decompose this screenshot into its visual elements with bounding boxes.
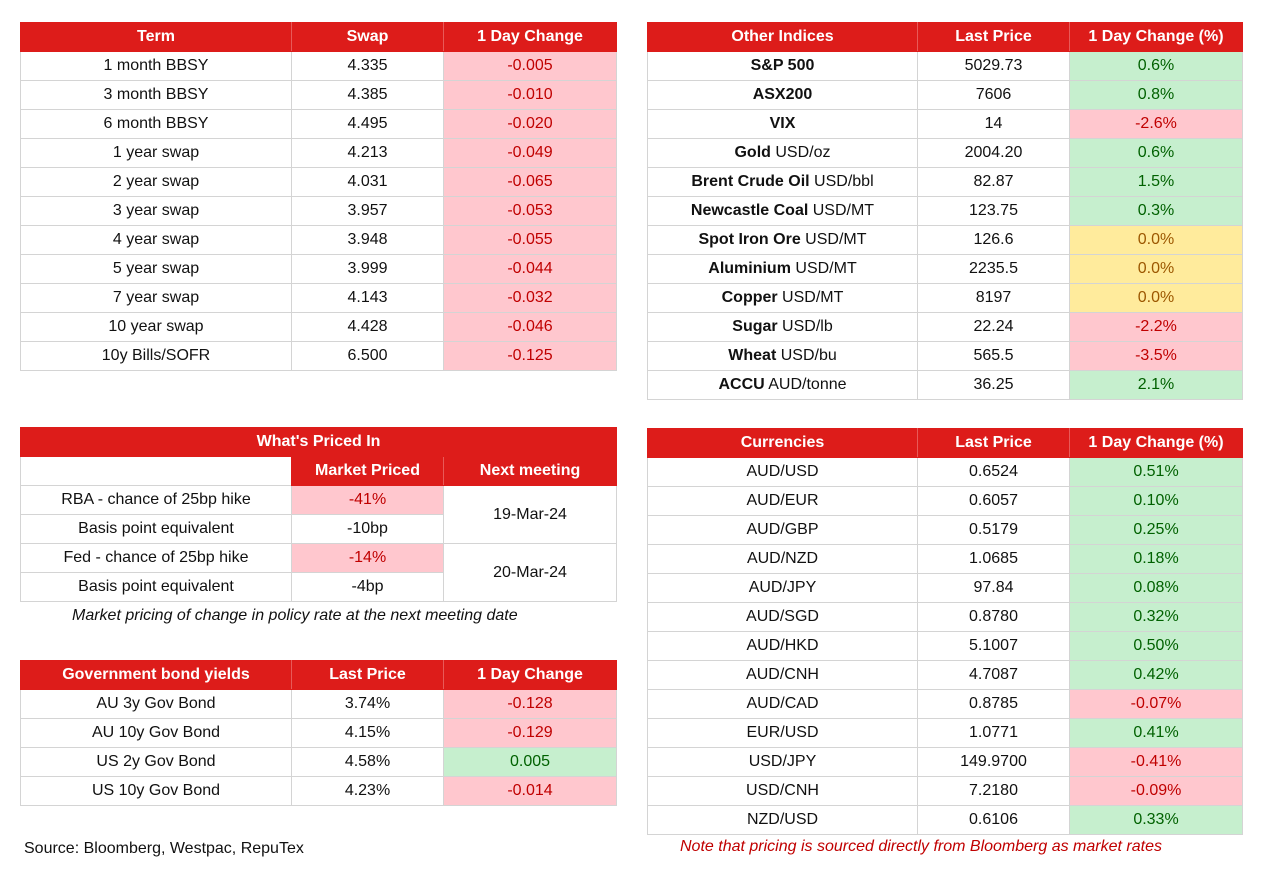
currency-price: 0.6106 bbox=[918, 806, 1070, 835]
currency-pair: AUD/JPY bbox=[648, 574, 918, 603]
index-row bbox=[648, 197, 1243, 226]
fed-label: Fed - chance of 25bp hike bbox=[21, 544, 292, 573]
currency-pair: AUD/SGD bbox=[648, 603, 918, 632]
currency-pair: AUD/HKD bbox=[648, 632, 918, 661]
currency-row bbox=[648, 516, 1243, 545]
bond-name: US 10y Gov Bond bbox=[21, 777, 292, 806]
swap-term: 2 year swap bbox=[21, 168, 292, 197]
index-row bbox=[648, 284, 1243, 313]
index-name: Sugar bbox=[732, 318, 778, 335]
fed-date: 20-Mar-24 bbox=[444, 544, 617, 602]
fed-value: -14% bbox=[292, 544, 444, 573]
currency-pair: USD/JPY bbox=[648, 748, 918, 777]
index-price: 2235.5 bbox=[918, 255, 1070, 284]
currencies-table bbox=[647, 428, 1243, 835]
index-price: 2004.20 bbox=[918, 139, 1070, 168]
currency-row bbox=[648, 777, 1243, 806]
indices-header-name: Other Indices bbox=[648, 23, 918, 52]
priced-in-blank bbox=[21, 457, 292, 486]
currency-change: 0.25% bbox=[1070, 516, 1243, 545]
bonds-header-name: Government bond yields bbox=[21, 661, 292, 690]
bond-price: 4.23% bbox=[292, 777, 444, 806]
swap-row bbox=[21, 284, 617, 313]
swap-value: 4.213 bbox=[292, 139, 444, 168]
swap-value: 4.385 bbox=[292, 81, 444, 110]
index-row bbox=[648, 255, 1243, 284]
currency-change: -0.41% bbox=[1070, 748, 1243, 777]
swap-header-change: 1 Day Change bbox=[444, 23, 617, 52]
currency-change: 0.18% bbox=[1070, 545, 1243, 574]
index-change: 0.0% bbox=[1070, 255, 1243, 284]
priced-in-footnote: Market pricing of change in policy rate at the next meeting date bbox=[72, 607, 518, 624]
index-price: 8197 bbox=[918, 284, 1070, 313]
swap-term: 10y Bills/SOFR bbox=[21, 342, 292, 371]
index-unit: AUD/tonne bbox=[764, 376, 847, 393]
index-unit: USD/MT bbox=[790, 260, 857, 277]
rba-row bbox=[21, 486, 617, 515]
index-row bbox=[648, 342, 1243, 371]
bond-change: -0.128 bbox=[444, 690, 617, 719]
currency-price: 1.0685 bbox=[918, 545, 1070, 574]
swap-change: -0.049 bbox=[444, 139, 617, 168]
index-price: 126.6 bbox=[918, 226, 1070, 255]
currency-price: 97.84 bbox=[918, 574, 1070, 603]
currency-change: 0.33% bbox=[1070, 806, 1243, 835]
currency-price: 1.0771 bbox=[918, 719, 1070, 748]
index-price: 565.5 bbox=[918, 342, 1070, 371]
swap-table bbox=[20, 22, 617, 371]
swap-change: -0.020 bbox=[444, 110, 617, 139]
swap-term: 1 year swap bbox=[21, 139, 292, 168]
index-row bbox=[648, 139, 1243, 168]
priced-in-col-next: Next meeting bbox=[444, 457, 617, 486]
currency-row bbox=[648, 545, 1243, 574]
index-name-cell bbox=[648, 226, 918, 255]
swap-value: 4.143 bbox=[292, 284, 444, 313]
index-row bbox=[648, 371, 1243, 400]
index-unit: USD/bbl bbox=[809, 173, 874, 190]
index-name: Wheat bbox=[728, 347, 777, 364]
index-change: 0.0% bbox=[1070, 284, 1243, 313]
currency-row bbox=[648, 574, 1243, 603]
index-name: Aluminium bbox=[708, 260, 791, 277]
swap-term: 10 year swap bbox=[21, 313, 292, 342]
swap-value: 3.957 bbox=[292, 197, 444, 226]
bonds-header-change: 1 Day Change bbox=[444, 661, 617, 690]
currency-price: 0.8785 bbox=[918, 690, 1070, 719]
currency-price: 0.8780 bbox=[918, 603, 1070, 632]
index-row bbox=[648, 168, 1243, 197]
currency-change: -0.09% bbox=[1070, 777, 1243, 806]
bond-row bbox=[21, 690, 617, 719]
index-unit: USD/bu bbox=[776, 347, 837, 364]
index-name-cell bbox=[648, 52, 918, 81]
indices-header-change: 1 Day Change (%) bbox=[1070, 23, 1243, 52]
bonds-header-price: Last Price bbox=[292, 661, 444, 690]
indices-header-price: Last Price bbox=[918, 23, 1070, 52]
index-unit: USD/lb bbox=[777, 318, 833, 335]
index-change: 0.6% bbox=[1070, 139, 1243, 168]
currency-pair: AUD/USD bbox=[648, 458, 918, 487]
currency-pair: USD/CNH bbox=[648, 777, 918, 806]
swap-row bbox=[21, 342, 617, 371]
currency-change: 0.51% bbox=[1070, 458, 1243, 487]
bond-row bbox=[21, 777, 617, 806]
swap-change: -0.010 bbox=[444, 81, 617, 110]
rba-value: -41% bbox=[292, 486, 444, 515]
index-name-cell bbox=[648, 342, 918, 371]
bond-change: 0.005 bbox=[444, 748, 617, 777]
swap-value: 4.428 bbox=[292, 313, 444, 342]
swap-row bbox=[21, 52, 617, 81]
bloomberg-note: Note that pricing is sourced directly from Bloomberg as market rates bbox=[680, 838, 1162, 855]
currency-change: 0.50% bbox=[1070, 632, 1243, 661]
currency-row bbox=[648, 661, 1243, 690]
currencies-header-change: 1 Day Change (%) bbox=[1070, 429, 1243, 458]
index-name: Brent Crude Oil bbox=[691, 173, 810, 190]
index-name-cell bbox=[648, 371, 918, 400]
index-row bbox=[648, 226, 1243, 255]
fed-bp-label: Basis point equivalent bbox=[21, 573, 292, 602]
currency-pair: AUD/CAD bbox=[648, 690, 918, 719]
currency-price: 0.6524 bbox=[918, 458, 1070, 487]
swap-header-swap: Swap bbox=[292, 23, 444, 52]
index-name-cell bbox=[648, 168, 918, 197]
bond-row bbox=[21, 719, 617, 748]
currency-pair: AUD/CNH bbox=[648, 661, 918, 690]
currency-change: 0.41% bbox=[1070, 719, 1243, 748]
source-note: Source: Bloomberg, Westpac, RepuTex bbox=[24, 840, 304, 857]
index-price: 14 bbox=[918, 110, 1070, 139]
bond-price: 3.74% bbox=[292, 690, 444, 719]
swap-value: 4.335 bbox=[292, 52, 444, 81]
index-name: Spot Iron Ore bbox=[698, 231, 801, 248]
index-name-cell bbox=[648, 255, 918, 284]
swap-row bbox=[21, 313, 617, 342]
currency-pair: EUR/USD bbox=[648, 719, 918, 748]
fed-row bbox=[21, 544, 617, 573]
priced-in-title-row bbox=[21, 428, 617, 457]
currency-price: 7.2180 bbox=[918, 777, 1070, 806]
currency-price: 4.7087 bbox=[918, 661, 1070, 690]
currency-row bbox=[648, 719, 1243, 748]
index-change: 2.1% bbox=[1070, 371, 1243, 400]
swap-term: 4 year swap bbox=[21, 226, 292, 255]
index-change: 0.0% bbox=[1070, 226, 1243, 255]
currency-price: 5.1007 bbox=[918, 632, 1070, 661]
swap-header-row bbox=[21, 23, 617, 52]
bonds-table bbox=[20, 660, 617, 806]
bond-change: -0.129 bbox=[444, 719, 617, 748]
swap-change: -0.005 bbox=[444, 52, 617, 81]
swap-change: -0.032 bbox=[444, 284, 617, 313]
index-unit: USD/oz bbox=[770, 144, 831, 161]
swap-change: -0.065 bbox=[444, 168, 617, 197]
bonds-header-row bbox=[21, 661, 617, 690]
rba-bp-value: -10bp bbox=[292, 515, 444, 544]
swap-change: -0.046 bbox=[444, 313, 617, 342]
index-price: 7606 bbox=[918, 81, 1070, 110]
index-price: 36.25 bbox=[918, 371, 1070, 400]
swap-row bbox=[21, 139, 617, 168]
index-name-cell bbox=[648, 313, 918, 342]
currency-pair: AUD/NZD bbox=[648, 545, 918, 574]
bond-change: -0.014 bbox=[444, 777, 617, 806]
currency-pair: AUD/GBP bbox=[648, 516, 918, 545]
index-name: Copper bbox=[721, 289, 778, 306]
currency-change: 0.42% bbox=[1070, 661, 1243, 690]
swap-term: 3 year swap bbox=[21, 197, 292, 226]
currency-price: 149.9700 bbox=[918, 748, 1070, 777]
index-price: 82.87 bbox=[918, 168, 1070, 197]
priced-in-subheader-row bbox=[21, 457, 617, 486]
index-name: ASX200 bbox=[752, 86, 813, 103]
currency-row bbox=[648, 487, 1243, 516]
currency-change: -0.07% bbox=[1070, 690, 1243, 719]
index-name-cell bbox=[648, 284, 918, 313]
swap-value: 6.500 bbox=[292, 342, 444, 371]
swap-value: 4.495 bbox=[292, 110, 444, 139]
index-name: S&P 500 bbox=[750, 57, 815, 74]
index-name-cell bbox=[648, 197, 918, 226]
swap-change: -0.125 bbox=[444, 342, 617, 371]
swap-header-term: Term bbox=[21, 23, 292, 52]
swap-row bbox=[21, 226, 617, 255]
currency-pair: NZD/USD bbox=[648, 806, 918, 835]
index-unit: USD/MT bbox=[808, 202, 875, 219]
currencies-header-pair: Currencies bbox=[648, 429, 918, 458]
index-row bbox=[648, 313, 1243, 342]
index-name: Gold bbox=[734, 144, 771, 161]
currencies-header-price: Last Price bbox=[918, 429, 1070, 458]
bond-price: 4.15% bbox=[292, 719, 444, 748]
index-price: 5029.73 bbox=[918, 52, 1070, 81]
swap-row bbox=[21, 197, 617, 226]
priced-in-col-market: Market Priced bbox=[292, 457, 444, 486]
currency-row bbox=[648, 690, 1243, 719]
priced-in-table bbox=[20, 427, 617, 602]
swap-term: 6 month BBSY bbox=[21, 110, 292, 139]
fed-bp-value: -4bp bbox=[292, 573, 444, 602]
rba-label: RBA - chance of 25bp hike bbox=[21, 486, 292, 515]
currencies-header-row bbox=[648, 429, 1243, 458]
bond-name: AU 3y Gov Bond bbox=[21, 690, 292, 719]
swap-term: 5 year swap bbox=[21, 255, 292, 284]
index-row bbox=[648, 81, 1243, 110]
rba-date: 19-Mar-24 bbox=[444, 486, 617, 544]
index-change: 0.6% bbox=[1070, 52, 1243, 81]
swap-row bbox=[21, 81, 617, 110]
index-row bbox=[648, 52, 1243, 81]
index-unit: USD/MT bbox=[800, 231, 867, 248]
index-name: VIX bbox=[769, 115, 796, 132]
index-change: -2.6% bbox=[1070, 110, 1243, 139]
swap-value: 3.999 bbox=[292, 255, 444, 284]
index-change: -3.5% bbox=[1070, 342, 1243, 371]
index-name: Newcastle Coal bbox=[690, 202, 809, 219]
swap-value: 4.031 bbox=[292, 168, 444, 197]
swap-value: 3.948 bbox=[292, 226, 444, 255]
swap-change: -0.055 bbox=[444, 226, 617, 255]
currency-pair: AUD/EUR bbox=[648, 487, 918, 516]
index-change: 1.5% bbox=[1070, 168, 1243, 197]
rba-bp-label: Basis point equivalent bbox=[21, 515, 292, 544]
currency-change: 0.32% bbox=[1070, 603, 1243, 632]
index-unit: USD/MT bbox=[777, 289, 844, 306]
currency-price: 0.6057 bbox=[918, 487, 1070, 516]
swap-row bbox=[21, 110, 617, 139]
index-name: ACCU bbox=[718, 376, 765, 393]
swap-change: -0.044 bbox=[444, 255, 617, 284]
bond-name: AU 10y Gov Bond bbox=[21, 719, 292, 748]
currency-price: 0.5179 bbox=[918, 516, 1070, 545]
currency-row bbox=[648, 603, 1243, 632]
index-change: -2.2% bbox=[1070, 313, 1243, 342]
currency-row bbox=[648, 806, 1243, 835]
swap-term: 1 month BBSY bbox=[21, 52, 292, 81]
bond-name: US 2y Gov Bond bbox=[21, 748, 292, 777]
indices-table bbox=[647, 22, 1243, 400]
index-name-cell bbox=[648, 110, 918, 139]
bond-price: 4.58% bbox=[292, 748, 444, 777]
index-price: 123.75 bbox=[918, 197, 1070, 226]
index-name-cell bbox=[648, 139, 918, 168]
currency-change: 0.08% bbox=[1070, 574, 1243, 603]
index-price: 22.24 bbox=[918, 313, 1070, 342]
index-change: 0.3% bbox=[1070, 197, 1243, 226]
currency-row bbox=[648, 458, 1243, 487]
index-change: 0.8% bbox=[1070, 81, 1243, 110]
currency-change: 0.10% bbox=[1070, 487, 1243, 516]
bond-row bbox=[21, 748, 617, 777]
currency-row bbox=[648, 632, 1243, 661]
swap-change: -0.053 bbox=[444, 197, 617, 226]
swap-term: 7 year swap bbox=[21, 284, 292, 313]
index-name-cell bbox=[648, 81, 918, 110]
index-row bbox=[648, 110, 1243, 139]
priced-in-title: What's Priced In bbox=[21, 428, 617, 457]
indices-header-row bbox=[648, 23, 1243, 52]
currency-row bbox=[648, 748, 1243, 777]
swap-row bbox=[21, 168, 617, 197]
swap-row bbox=[21, 255, 617, 284]
swap-term: 3 month BBSY bbox=[21, 81, 292, 110]
